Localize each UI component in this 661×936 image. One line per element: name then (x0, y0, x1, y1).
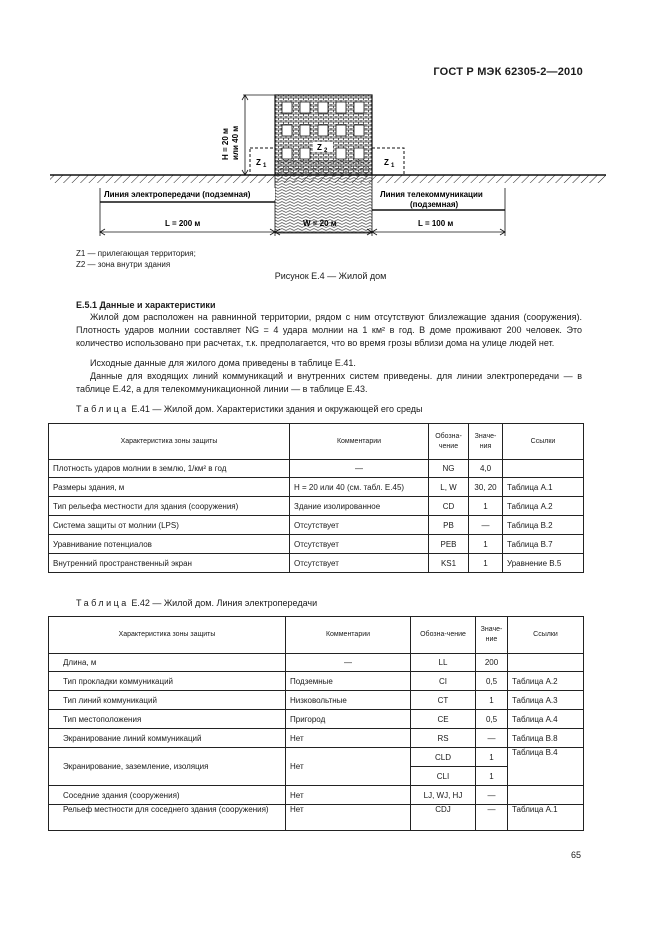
table-cell: 1 (469, 535, 503, 554)
table-cell (503, 460, 584, 478)
table-41 (48, 423, 584, 573)
table-cell: 4,0 (469, 460, 503, 478)
table-cell: Уравнение В.5 (503, 554, 584, 573)
table-row (49, 478, 584, 497)
table-row (49, 554, 584, 573)
table-cell: Тип прокладки коммуникаций (49, 672, 286, 691)
svg-text:1: 1 (263, 163, 267, 169)
section-title: Е.5.1 Данные и характеристики (76, 300, 216, 310)
table-cell: Отсутствует (290, 554, 429, 573)
table-cell: Таблица В.2 (503, 516, 584, 535)
table-row (49, 460, 584, 478)
table-cell: Внутренний пространственный экран (49, 554, 290, 573)
table-cell: Тип местоположения (49, 710, 286, 729)
table-cell: Нет (286, 805, 411, 831)
paragraph-2: Исходные данные для жилого дома приведены в таблице Е.41. (90, 358, 356, 368)
table-cell: Нет (286, 729, 411, 748)
table-cell: 1 (476, 748, 508, 767)
house-basement (277, 160, 370, 175)
table-row (49, 691, 584, 710)
zone-z1-left (250, 148, 275, 175)
table-cell: — (476, 729, 508, 748)
paragraph-3: Данные для входящих линий коммуникаций и внутренних систем приведены. для линии электропередачи — в таблице Е.42, а для телекоммуникационной линии — в таблице Е.43. (76, 371, 582, 394)
table-cell: 0,5 (476, 672, 508, 691)
table-cell: Таблица А.1 (503, 478, 584, 497)
figure-caption: Рисунок Е.4 — Жилой дом (274, 271, 387, 281)
table-row (49, 535, 584, 554)
table-cell: Таблица А.2 (503, 497, 584, 516)
table-cell: 30, 20 (469, 478, 503, 497)
height-label: H = 20 м (221, 128, 230, 160)
table-cell: — (290, 460, 429, 478)
table42-caption: Таблица Е.42 — Жилой дом. Линия электропередачи (76, 598, 318, 608)
table-cell: Таблица В.8 (508, 729, 584, 748)
page-number: 65 (570, 850, 581, 860)
zone-z1-label: Z (256, 158, 261, 167)
table-cell: Нет (286, 748, 411, 786)
table-cell: Низковольтные (286, 691, 411, 710)
table-cell: 0,5 (476, 710, 508, 729)
table-cell: Таблица А.2 (508, 672, 584, 691)
table-row (49, 516, 584, 535)
table-cell: Отсутствует (290, 535, 429, 554)
table-cell: LL (411, 654, 476, 672)
table-cell: Нет (286, 786, 411, 805)
legend-z2: Z2 — зона внутри здания (76, 260, 171, 269)
table-cell: — (476, 786, 508, 805)
table-cell: 1 (476, 767, 508, 786)
table-cell (508, 786, 584, 805)
dim-left-label: L = 200 м (165, 219, 201, 228)
table-cell: CLD (411, 748, 476, 767)
table-cell: Размеры здания, м (49, 478, 290, 497)
telecom-line-label: Линия телекоммуникации (380, 190, 483, 199)
table-cell: Пригород (286, 710, 411, 729)
table-row (49, 805, 584, 831)
table-cell: NG (429, 460, 469, 478)
table41-caption: Таблица Е.41 — Жилой дом. Характеристики здания и окружающей его среды (76, 404, 423, 414)
zone-z2-box (313, 142, 333, 152)
table-cell (508, 654, 584, 672)
table-cell: RS (411, 729, 476, 748)
table-cell: Длина, м (49, 654, 286, 672)
document-header: ГОСТ Р МЭК 62305-2—2010 (433, 66, 583, 78)
table-cell: Таблица В.4 (508, 748, 584, 786)
table-cell: Система защиты от молнии (LPS) (49, 516, 290, 535)
table-cell: Тип линий коммуникаций (49, 691, 286, 710)
zone-z2-label: Z (317, 143, 322, 152)
table-cell: LJ, WJ, HJ (411, 786, 476, 805)
house-diagram (0, 0, 661, 260)
table-cell: Уравнивание потенциалов (49, 535, 290, 554)
table-cell: PEB (429, 535, 469, 554)
legend-z1: Z1 — прилегающая территория; (76, 249, 196, 258)
table-cell: 200 (476, 654, 508, 672)
table-cell: CI (411, 672, 476, 691)
paragraph-1: Жилой дом расположен на равнинной территории, рядом с ним отсутствуют близлежащие здания (сооружения). Плотность ударов молнии составляет NG = 4 удара молнии на 1 км² в год. В доме проживают 200 человек. Это количество использовано при расчетах, т.к. предполагается, что во время грозы вблизи дома на улице людей нет. (76, 312, 582, 348)
dim-mid-label: W = 20 м (303, 219, 337, 228)
table-cell: Рельеф местности для соседнего здания (сооружения) (49, 805, 286, 831)
table-cell: CDJ (411, 805, 476, 831)
table-row (49, 786, 584, 805)
table-cell: Таблица А.4 (508, 710, 584, 729)
table-cell: CE (411, 710, 476, 729)
table-cell: CT (411, 691, 476, 710)
table-cell: 1 (476, 691, 508, 710)
table-row (49, 729, 584, 748)
svg-text:2: 2 (324, 148, 328, 154)
table-cell: KS1 (429, 554, 469, 573)
table-cell: Соседние здания (сооружения) (49, 786, 286, 805)
table-cell: Экранирование линий коммуникаций (49, 729, 286, 748)
table-cell: — (476, 805, 508, 831)
table-cell: H = 20 или 40 (см. табл. Е.45) (290, 478, 429, 497)
power-line-label: Линия электропередачи (подземная) (104, 190, 251, 199)
table-header-row: Характеристика зоны защиты Комментарии Обозна-чение Значе-ния Ссылки (49, 424, 584, 460)
table-cell: CD (429, 497, 469, 516)
table-cell: Здание изолированное (290, 497, 429, 516)
table-row (49, 710, 584, 729)
table-42 (48, 616, 584, 831)
svg-text:Z: Z (384, 158, 389, 167)
table-cell: CLI (411, 767, 476, 786)
table-cell: — (469, 516, 503, 535)
table-cell: Таблица А.1 (508, 805, 584, 831)
table-cell: Отсутствует (290, 516, 429, 535)
table-row (49, 672, 584, 691)
table-cell: Таблица В.7 (503, 535, 584, 554)
height-label-alt: или 40 м (231, 125, 240, 160)
table-header-row: Характеристика зоны защиты Комментарии Обозна-чение Значе-ние Ссылки (49, 617, 584, 654)
telecom-line-label-2: (подземная) (410, 200, 459, 209)
table-cell: Подземные (286, 672, 411, 691)
table-cell: Таблица А.3 (508, 691, 584, 710)
table-cell: 1 (469, 554, 503, 573)
dim-right-label: L = 100 м (418, 219, 454, 228)
table-cell: Экранирование, заземление, изоляция (49, 748, 286, 786)
table-cell: PB (429, 516, 469, 535)
svg-text:1: 1 (391, 163, 395, 169)
table-row (49, 497, 584, 516)
table-row (49, 654, 584, 672)
table-cell: Плотность ударов молнии в землю, 1/км² в год (49, 460, 290, 478)
table-cell: L, W (429, 478, 469, 497)
table-cell: 1 (469, 497, 503, 516)
table-cell: — (286, 654, 411, 672)
table-cell: Тип рельефа местности для здания (сооружения) (49, 497, 290, 516)
table-row (49, 748, 584, 767)
